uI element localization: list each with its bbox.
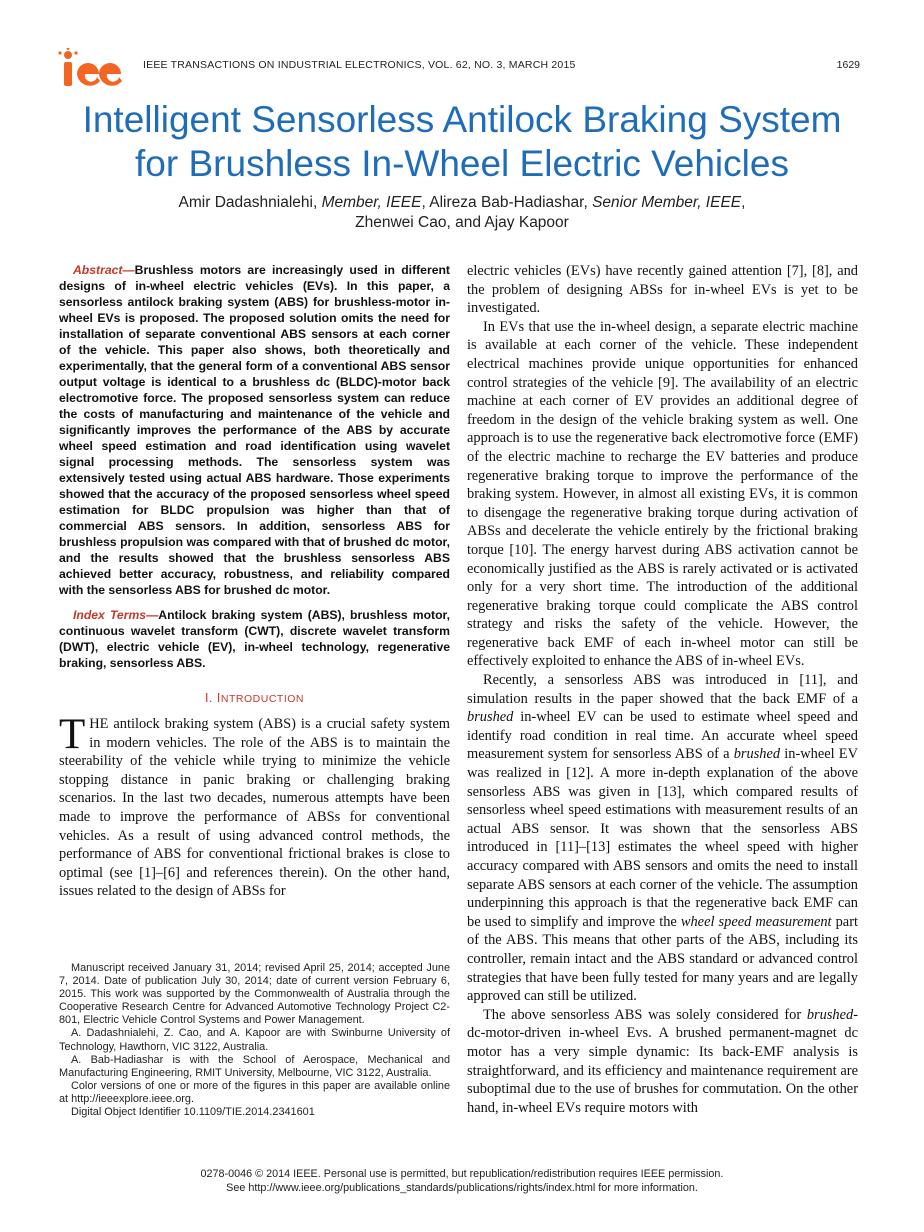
body-paragraph: electric vehicles (EVs) have recently gained attention [7], [8], and the problem of designing ABSs for in-wheel EVs is yet to be investigated. xyxy=(467,263,858,317)
abstract-text: Brushless motors are increasingly used in different designs of in-wheel electric vehicles (EVs). In this paper, a sensorless antilock braking system (ABS) for brushless-motor in-wheel EVs is proposed. The proposed solution omits the need for installation of separate conventional ABS sensors at each corner of the vehicle. This paper also shows, both theoretically and experimentally, that the general form of a conventional ABS sensor output voltage is identical to a brushless dc (BLDC)-motor back electromotive force. The proposed sensorless system can reduce the costs of manufacturing and maintenance of the vehicle and significantly improves the performance of the ABS by accurate wheel speed estimation and road identification using wavelet signal processing methods. The sensorless system was extensively tested using actual ABS hardware. Those experiments showed that the accuracy of the proposed sensorless wheel speed estimation for BLDC propulsion was higher than that of commercial ABS sensors. In addition, sensorless ABS for brushless propulsion was compared with that of brushed dc motor, and the results showed that the brushless sensorless ABS achieved better accuracy, robustness, and reliability compared with the sensorless ABS for brushed dc motor. xyxy=(59,263,450,597)
paper-title xyxy=(40,98,884,186)
text-run: The above sensorless ABS was solely considered for xyxy=(483,1006,807,1023)
copyright-line-1: 0278-0046 © 2014 IEEE. Personal use is permitted, but republication/redistribution requires IEEE permission. xyxy=(200,1168,724,1180)
text-run: in-wheel EV was realized in [12]. A more in-depth explanation of the above sensorless ABS was given in [13], which compared results of sensorless wheel speed estimations with measurement results of an actual ABS sensor. It was shown that the sensorless ABS introduced in [11]–[13] estimates the wheel speed with higher accuracy compared with ABS sensors and omits the need to install separate ABS sensors at each corner of the vehicle. The assumption underpinning this approach is that the regenerative back EMF can be used to simplify and improve the xyxy=(467,746,858,930)
author-line-2: Zhenwei Cao, and Ajay Kapoor xyxy=(355,214,569,231)
emphasis: brushed xyxy=(733,746,781,763)
footnote-doi: Digital Object Identifier 10.1109/TIE.2014.2341601 xyxy=(71,1106,315,1119)
index-terms-text: Antilock braking system (ABS), brushless motor, continuous wavelet transform (CWT), discrete wavelet transform (DWT), electric vehicle (EV), in-wheel technology, regenerative braking, sensorless ABS. xyxy=(59,608,450,670)
footnote-color-figures: Color versions of one or more of the figures in this paper are available online at http://ieeexplore.ieee.org. xyxy=(59,1079,450,1105)
author-line-1 xyxy=(80,193,844,213)
abstract-label: Abstract— xyxy=(73,263,135,277)
author-separator: , xyxy=(741,194,746,211)
emphasis: brushed xyxy=(806,1006,854,1023)
intro-text: HE antilock braking system (ABS) is a crucial safety system in modern vehicles. The role of the ABS is to maintain the steerability of the vehicle while trying to minimize the vehicle stopping distance in panic braking or challenging braking scenarios. In the last two decades, numerous attempts have been made to improve the performance of ABSs for conventional vehicles. As a result of using advanced control methods, the performance of ABS for conventional frictional brakes is close to optimal (see [1]–[6] and references therein). On the other hand, issues related to the design of ABSs for xyxy=(59,716,450,900)
footnote-affiliation-2: A. Bab-Hadiashar is with the School of Aerospace, Mechanical and Manufacturing Engineering, RMIT University, Melbourne, VIC 3122, Australia. xyxy=(59,1053,450,1079)
intro-paragraph xyxy=(59,711,450,901)
page-number: 1629 xyxy=(836,59,860,71)
author-name: Amir Dadashnialehi, xyxy=(178,194,322,211)
title-line-2: for Brushless In-Wheel Electric Vehicles xyxy=(135,143,789,184)
author-list xyxy=(80,193,844,233)
drop-cap: T xyxy=(59,711,86,758)
section-heading-introduction xyxy=(59,691,450,705)
body-paragraph xyxy=(467,671,858,1006)
right-column xyxy=(467,262,858,1117)
index-terms xyxy=(59,607,450,671)
left-column xyxy=(59,262,450,901)
text-run: -dc-motor-driven in-wheel Evs. A brushed permanent-magnet dc motor has a very simple dynamic: Its back-EMF analysis is straightforward, and its efficiency and maintenance requirement are suboptimal due to the use of brushes for commutation. On the other hand, in-wheel EVs require motors with xyxy=(467,1006,858,1116)
author-affiliation-role: Member, IEEE xyxy=(321,194,422,211)
body-paragraph: In EVs that use the in-wheel design, a separate electric machine is available at each corner of the vehicle. These independent electrical machines provide unique opportunities for enhanced control strategies of the vehicle [9]. The availability of an electric machine at each corner of EV provides an additional degree of freedom in the design of the vehicle braking system as well. One approach is to use the regenerative back electromotive force (EMF) of the electric machine to recharge the EV batteries and produce regenerative braking torque to improve the performance of the braking system. However, in almost all existing EVs, it is common to disengage the regenerative braking torque during activation of ABSs and decelerate the vehicle entirely by the frictional braking torque [10]. The energy harvest during ABS activation cannot be economically justified as the ABS is rarely activated or is activated only for a very short time. The introduction of the additional regenerative braking torque could complicate the ABS control strategy and risks the safety of the vehicle. However, the regenerative back EMF of each in-wheel motor can still be effectively exploited to enhance the ABS of in-wheel EVs. xyxy=(467,318,858,670)
journal-header: IEEE TRANSACTIONS ON INDUSTRIAL ELECTRONICS, VOL. 62, NO. 3, MARCH 2015 xyxy=(143,59,576,71)
section-number: I. xyxy=(205,691,217,705)
footnote-affiliation-1: A. Dadashnialehi, Z. Cao, and A. Kapoor are with Swinburne University of Technology, Hawthorn, VIC 3122, Australia. xyxy=(59,1027,450,1053)
author-affiliation-role: Senior Member, IEEE xyxy=(592,194,742,211)
emphasis: wheel speed measurement xyxy=(680,913,832,930)
copyright-notice xyxy=(0,1167,924,1195)
emphasis: brushed xyxy=(467,709,514,726)
text-run: in-wheel EV can be used to estimate wheel speed and identify road condition in real time. An accurate wheel speed measurement system for sensorless ABS of a xyxy=(467,709,858,763)
section-title-initial: I xyxy=(216,691,221,705)
abstract xyxy=(59,262,450,598)
text-run: Recently, a sensorless ABS was introduced in [11], and simulation results in the paper showed that the back EMF of a xyxy=(467,672,858,707)
ieee-logo xyxy=(55,48,125,90)
footnote-manuscript: Manuscript received January 31, 2014; revised April 25, 2014; accepted June 7, 2014. Date of publication July 30, 2014; date of current version February 6, 2015. This work was supported by the Commonwealth of Australia through the Cooperative Research Centre for Advanced Automotive Technology Project C2-801, Electric Vehicle Control Systems and Power Management. xyxy=(59,962,450,1027)
index-terms-label: Index Terms— xyxy=(73,608,159,622)
section-title-rest: NTRODUCTION xyxy=(220,693,304,705)
body-paragraph xyxy=(467,1006,858,1118)
copyright-line-2: See http://www.ieee.org/publications_standards/publications/rights/index.html for more information. xyxy=(226,1182,698,1194)
text-run: part of the ABS. This means that other parts of the ABS, including its controller, remain intact and the ABS standard or advanced control strategies that have been fully tested for many years and are legally approved can still be utilized. xyxy=(467,913,858,1005)
footnotes xyxy=(59,962,450,1119)
title-line-1: Intelligent Sensorless Antilock Braking System xyxy=(82,99,842,140)
author-name: , Alireza Bab-Hadiashar, xyxy=(421,194,593,211)
